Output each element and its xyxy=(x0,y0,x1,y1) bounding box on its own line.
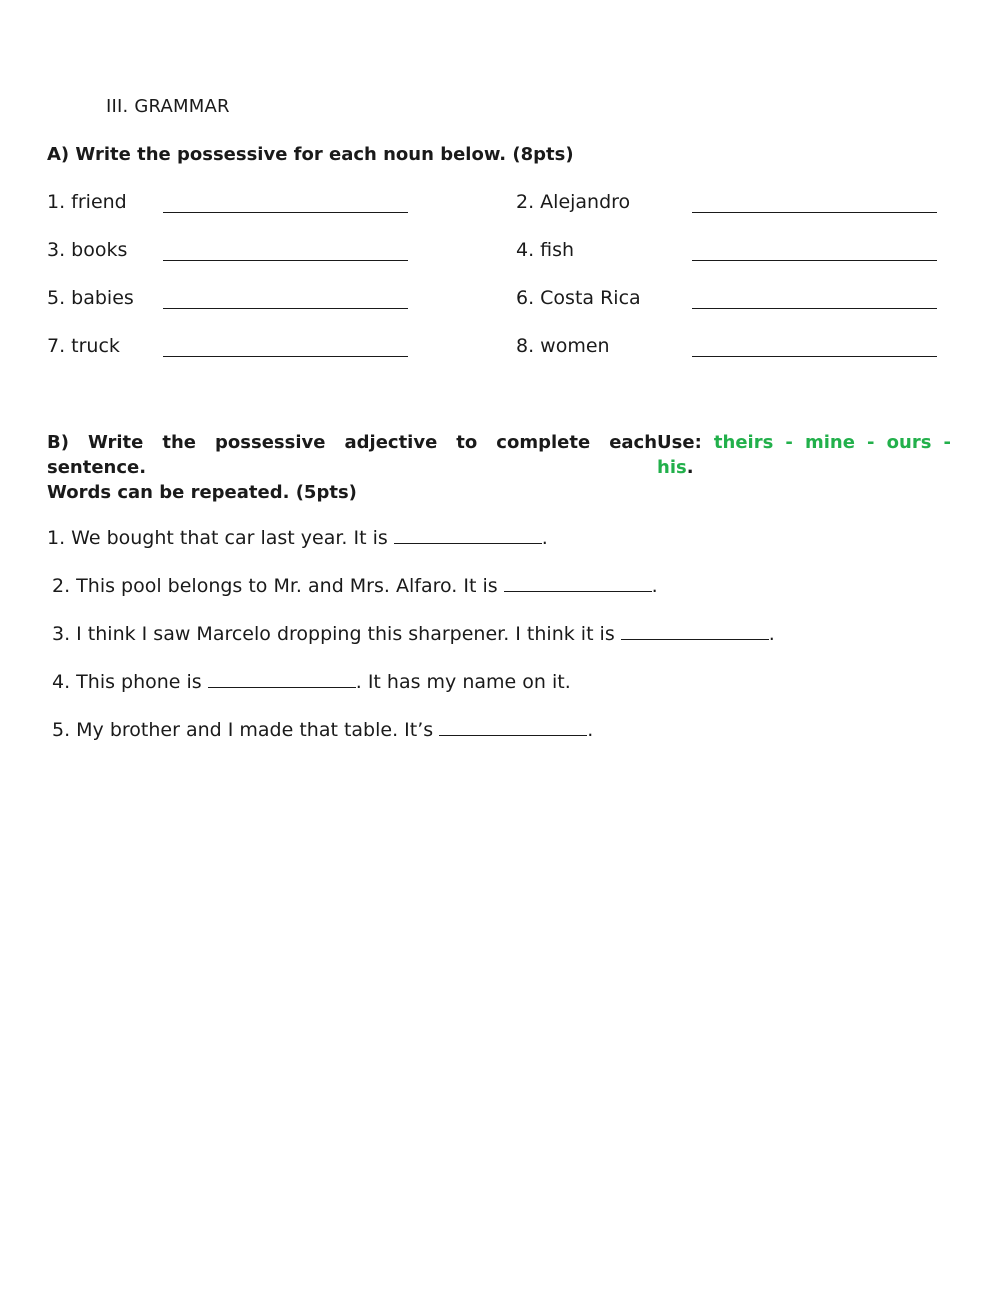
part-b-heading-line1 xyxy=(47,430,951,480)
answer-blank-3[interactable] xyxy=(163,260,408,261)
sentence-text-before: 1. We bought that car last year. It is xyxy=(47,527,394,549)
noun-item-2 xyxy=(516,191,630,213)
answer-blank-7[interactable] xyxy=(163,356,408,357)
part-b-heading xyxy=(47,430,951,505)
use-label: Use: xyxy=(657,432,702,453)
noun-item-1 xyxy=(47,191,127,213)
noun-item-6 xyxy=(516,287,641,309)
sentence-text-after: . It has my name on it. xyxy=(355,671,571,693)
noun-label: 7. truck xyxy=(47,335,120,357)
noun-label: 5. babies xyxy=(47,287,134,309)
noun-item-8 xyxy=(516,335,610,357)
answer-blank-2[interactable] xyxy=(692,212,937,213)
answer-blank-8[interactable] xyxy=(692,356,937,357)
answer-blank-5[interactable] xyxy=(163,308,408,309)
sentence-4 xyxy=(52,671,571,693)
sentence-text-before: 4. This phone is xyxy=(52,671,208,693)
sentence-text-before: 2. This pool belongs to Mr. and Mrs. Alfaro. It is xyxy=(52,575,504,597)
part-a-heading: A) Write the possessive for each noun below. (8pts) xyxy=(47,144,574,165)
sentence-text-after: . xyxy=(651,575,658,597)
sentence-1 xyxy=(47,527,548,549)
part-b-instruction: B) Write the possessive adjective to complete each sentence. xyxy=(47,432,658,478)
sentence-blank[interactable] xyxy=(208,671,356,688)
sentence-text-after: . xyxy=(541,527,548,549)
word-bank: theirs - mine - ours - his xyxy=(657,432,951,478)
noun-item-3 xyxy=(47,239,127,261)
noun-label: 2. Alejandro xyxy=(516,191,631,213)
noun-label: 4. fish xyxy=(516,239,575,261)
noun-label: 8. women xyxy=(516,335,610,357)
sentence-blank[interactable] xyxy=(439,719,587,736)
sentence-text-before: 3. I think I saw Marcelo dropping this sharpener. I think it is xyxy=(52,623,621,645)
section-title: III. GRAMMAR xyxy=(106,96,230,117)
sentence-blank[interactable] xyxy=(621,623,769,640)
answer-blank-4[interactable] xyxy=(692,260,937,261)
noun-item-4 xyxy=(516,239,574,261)
sentence-2 xyxy=(52,575,658,597)
answer-blank-6[interactable] xyxy=(692,308,937,309)
answer-blank-1[interactable] xyxy=(163,212,408,213)
sentence-blank[interactable] xyxy=(394,527,542,544)
sentence-blank[interactable] xyxy=(504,575,652,592)
noun-label: 3. books xyxy=(47,239,128,261)
noun-label: 1. friend xyxy=(47,191,127,213)
noun-item-7 xyxy=(47,335,120,357)
part-b-heading-line2: Words can be repeated. (5pts) xyxy=(47,482,357,503)
part-b-use: Use: theirs - mine - ours - his. xyxy=(657,432,951,478)
sentence-5 xyxy=(52,719,593,741)
noun-item-5 xyxy=(47,287,134,309)
sentence-text-after: . xyxy=(587,719,594,741)
sentence-text-before: 5. My brother and I made that table. It’s xyxy=(52,719,440,741)
sentence-3 xyxy=(52,623,775,645)
sentence-text-after: . xyxy=(768,623,775,645)
noun-label: 6. Costa Rica xyxy=(516,287,641,309)
